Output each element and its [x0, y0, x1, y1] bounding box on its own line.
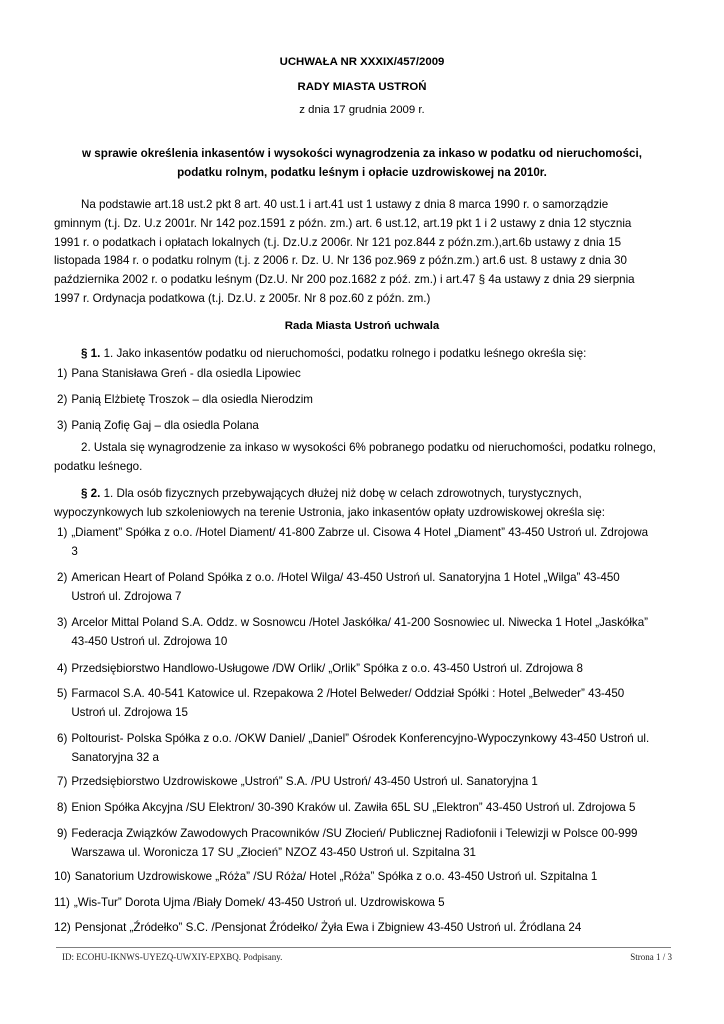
list-item [57, 614, 677, 652]
list-item-text: Panią Zofię Gaj – dla osiedla Polana [71, 419, 259, 432]
list-item [57, 730, 677, 768]
list-item-number: 5) [57, 687, 68, 700]
list-item-line: Warszawa ul. Woronicza 17 SU „Złocień” NZOZ 43-450 Ustroń ul. Szpitalna 31 [71, 845, 476, 859]
document-id: ID: ECOHU-IKNWS-UYEZQ-UWXIY-EPXBQ. Podpisany. [62, 952, 283, 962]
page-number: Strona 1 / 3 [630, 952, 672, 962]
list-item-line: Przedsiębiorstwo Uzdrowiskowe „Ustroń” S.A. /PU Ustroń/ 43-450 Ustroń ul. Sanatoryjna 1 [71, 775, 538, 788]
list-item [57, 365, 677, 384]
list-item-text [71, 660, 677, 679]
list-item-number: 2) [57, 393, 68, 406]
preamble-line: listopada 1984 r. o podatku rolnym (t.j. z 2006 r. Dz. U. Nr 136 poz.969 z późn.zm.) art.6 ust. 8 ustawy z dnia 30 [54, 254, 627, 268]
list-item-number: 11) [54, 896, 70, 909]
list-item-text [71, 799, 677, 818]
list-item-line: Federacja Związków Zawodowych Pracowników /SU Złocień/ Publicznej Radiofonii i Telewizji w Polsce 00-999 [71, 827, 638, 840]
section-1-point-2 [54, 439, 674, 477]
list-item-line: Enion Spółka Akcyjna /SU Elektron/ 30-390 Kraków ul. Zawiła 65L SU „Elektron” 43-450 Ustroń ul. Zdrojowa 5 [71, 801, 636, 814]
list-item-text [74, 894, 674, 913]
list-item-number: 8) [57, 801, 68, 814]
list-item-line: Farmacol S.A. 40-541 Katowice ul. Rzepakowa 2 /Hotel Belweder/ Oddział Spółki : Hotel „Belweder” 43-450 [71, 687, 625, 700]
list-item-number: 6) [57, 732, 68, 745]
list-item [57, 660, 677, 679]
subject-line: podatku rolnym, podatku leśnym i opłacie uzdrowiskowej na 2010r. [177, 166, 547, 179]
preamble-line: gminnym (t.j. Dz. U.z 2001r. Nr 142 poz.1591 z późn. zm.) art. 6 ust.12, art.19 pkt 1 i 2 ustawy z dnia 12 stycznia [54, 216, 632, 230]
list-item-line: „Diament” Spółka z o.o. /Hotel Diament/ 41-800 Zabrze ul. Cisowa 4 Hotel „Diament” 43-450 Ustroń ul. Zdrojowa [71, 526, 649, 539]
section-1-intro-text: 1. Jako inkasentów podatku od nieruchomości, podatku rolnego i podatku leśnego określa się: [100, 347, 587, 360]
list-item-number: 9) [57, 827, 68, 840]
list-item-line: „Wis-Tur” Dorota Ujma /Biały Domek/ 43-450 Ustroń ul. Uzdrowiskowa 5 [73, 896, 445, 909]
list-item-text: Panią Elżbietę Troszok – dla osiedla Nierodzim [71, 393, 313, 406]
list-item [57, 569, 677, 607]
list-item [54, 919, 674, 938]
resolution-subject [56, 144, 668, 182]
section-mark: § 1. [81, 347, 101, 360]
list-item-text [71, 524, 677, 562]
subject-line: w sprawie określenia inkasentów i wysokości wynagrodzenia za inkaso w podatku od nieruchomości, [82, 147, 642, 160]
preamble-line: 1991 r. o podatkach i opłatach lokalnych (t.j. Dz.U.z 2006r. Nr 121 poz.844 z późn.zm.),art.6b ustawy z dnia 15 [54, 235, 622, 249]
council-name: RADY MIASTA USTROŃ [297, 81, 427, 93]
paragraph-line: wypoczynkowych lub szkoleniowych na terenie Ustronia, jako inkasentów opłaty uzdrowiskowej określa się: [54, 505, 605, 519]
list-item-number: 12) [54, 921, 71, 934]
list-item-line: Sanatoryjna 32 a [71, 750, 159, 764]
list-item-number: 4) [57, 662, 68, 675]
preamble-line: 1997 r. Ordynacja podatkowa (t.j. Dz.U. z 2005r. Nr 8 poz.60 z późn. zm.) [54, 291, 431, 305]
resolution-title: UCHWAŁA NR XXXIX/457/2009 [279, 56, 445, 68]
list-item [57, 773, 677, 792]
paragraph-line: podatku leśnego. [54, 459, 143, 473]
list-item-text [75, 868, 674, 887]
list-item [57, 524, 677, 562]
list-item-text [71, 825, 677, 863]
list-item-text: Pana Stanisława Greń - dla osiedla Lipowiec [71, 367, 301, 380]
list-item-line: Ustroń ul. Zdrojowa 15 [71, 705, 188, 719]
list-item-text [71, 730, 677, 768]
list-item-line: Arcelor Mittal Poland S.A. Oddz. w Sosnowcu /Hotel Jaskółka/ 41-200 Sosnowiec ul. Niwecka 1 Hotel „Jaskółka” [71, 616, 649, 629]
list-item [57, 685, 677, 723]
preamble-line: października 2002 r. o podatku leśnym (Dz.U. Nr 200 poz.1682 z póź. zm.) i art.47 § 4a ustawy z dnia 29 sierpnia [54, 273, 635, 287]
resolves-heading: Rada Miasta Ustroń uchwala [284, 320, 440, 332]
list-item-text [71, 773, 677, 792]
list-item-number: 1) [57, 367, 68, 380]
list-item [54, 868, 674, 887]
list-item-line: Sanatorium Uzdrowiskowe „Róża” /SU Róża/ Hotel „Róża” Spółka z o.o. 43-450 Ustroń ul. Szpitalna 1 [74, 870, 598, 883]
list-item-text [71, 685, 677, 723]
list-item [57, 417, 677, 436]
section-mark: § 2. [81, 487, 101, 500]
list-item-text [71, 569, 677, 607]
section-2-intro-text: 1. Dla osób fizycznych przebywających dłużej niż dobę w celach zdrowotnych, turystycznych, [100, 487, 582, 500]
list-item-line: Przedsiębiorstwo Handlowo-Usługowe /DW Orlik/ „Orlik” Spółka z o.o. 43-450 Ustroń ul. Zdrojowa 8 [71, 662, 583, 675]
list-item [54, 894, 674, 913]
list-item-text [71, 614, 677, 652]
list-item-text [75, 919, 674, 938]
resolution-date: z dnia 17 grudnia 2009 r. [299, 104, 425, 116]
legal-basis-paragraph [54, 196, 674, 309]
list-item-line: Pensjonat „Źródełko” S.C. /Pensjonat Źródełko/ Żyła Ewa i Zbigniew 43-450 Ustroń ul. Źródlana 24 [74, 921, 582, 934]
list-item-line: Poltourist- Polska Spółka z o.o. /OKW Daniel/ „Daniel” Ośrodek Konferencyjno-Wypoczynkowy 43-450 Ustroń ul. [71, 732, 650, 745]
list-item-number: 3) [57, 616, 68, 629]
list-item-line: Ustroń ul. Zdrojowa 7 [71, 589, 182, 603]
list-item-line: 3 [71, 544, 78, 558]
list-item [57, 825, 677, 863]
list-item [57, 799, 677, 818]
list-item [57, 391, 677, 410]
list-item-number: 1) [57, 526, 68, 539]
list-item-number: 2) [57, 571, 68, 584]
list-item-number: 10) [54, 870, 71, 883]
list-item-line: 43-450 Ustroń ul. Zdrojowa 10 [71, 634, 228, 648]
section-1-intro [54, 345, 674, 364]
list-item-number: 3) [57, 419, 68, 432]
list-item-number: 7) [57, 775, 68, 788]
preamble-line: Na podstawie art.18 ust.2 pkt 8 art. 40 ust.1 i art.41 ust 1 ustawy z dnia 8 marca 1990 r. o samorządzie [81, 198, 609, 211]
list-item-line: American Heart of Poland Spółka z o.o. /Hotel Wilga/ 43-450 Ustroń ul. Sanatoryjna 1 Hotel „Wilga” 43-450 [71, 571, 620, 584]
paragraph-line: 2. Ustala się wynagrodzenie za inkaso w wysokości 6% pobranego podatku od nieruchomości, podatku rolnego, [81, 441, 656, 454]
footer-divider [56, 947, 671, 948]
section-2-intro [54, 485, 674, 523]
